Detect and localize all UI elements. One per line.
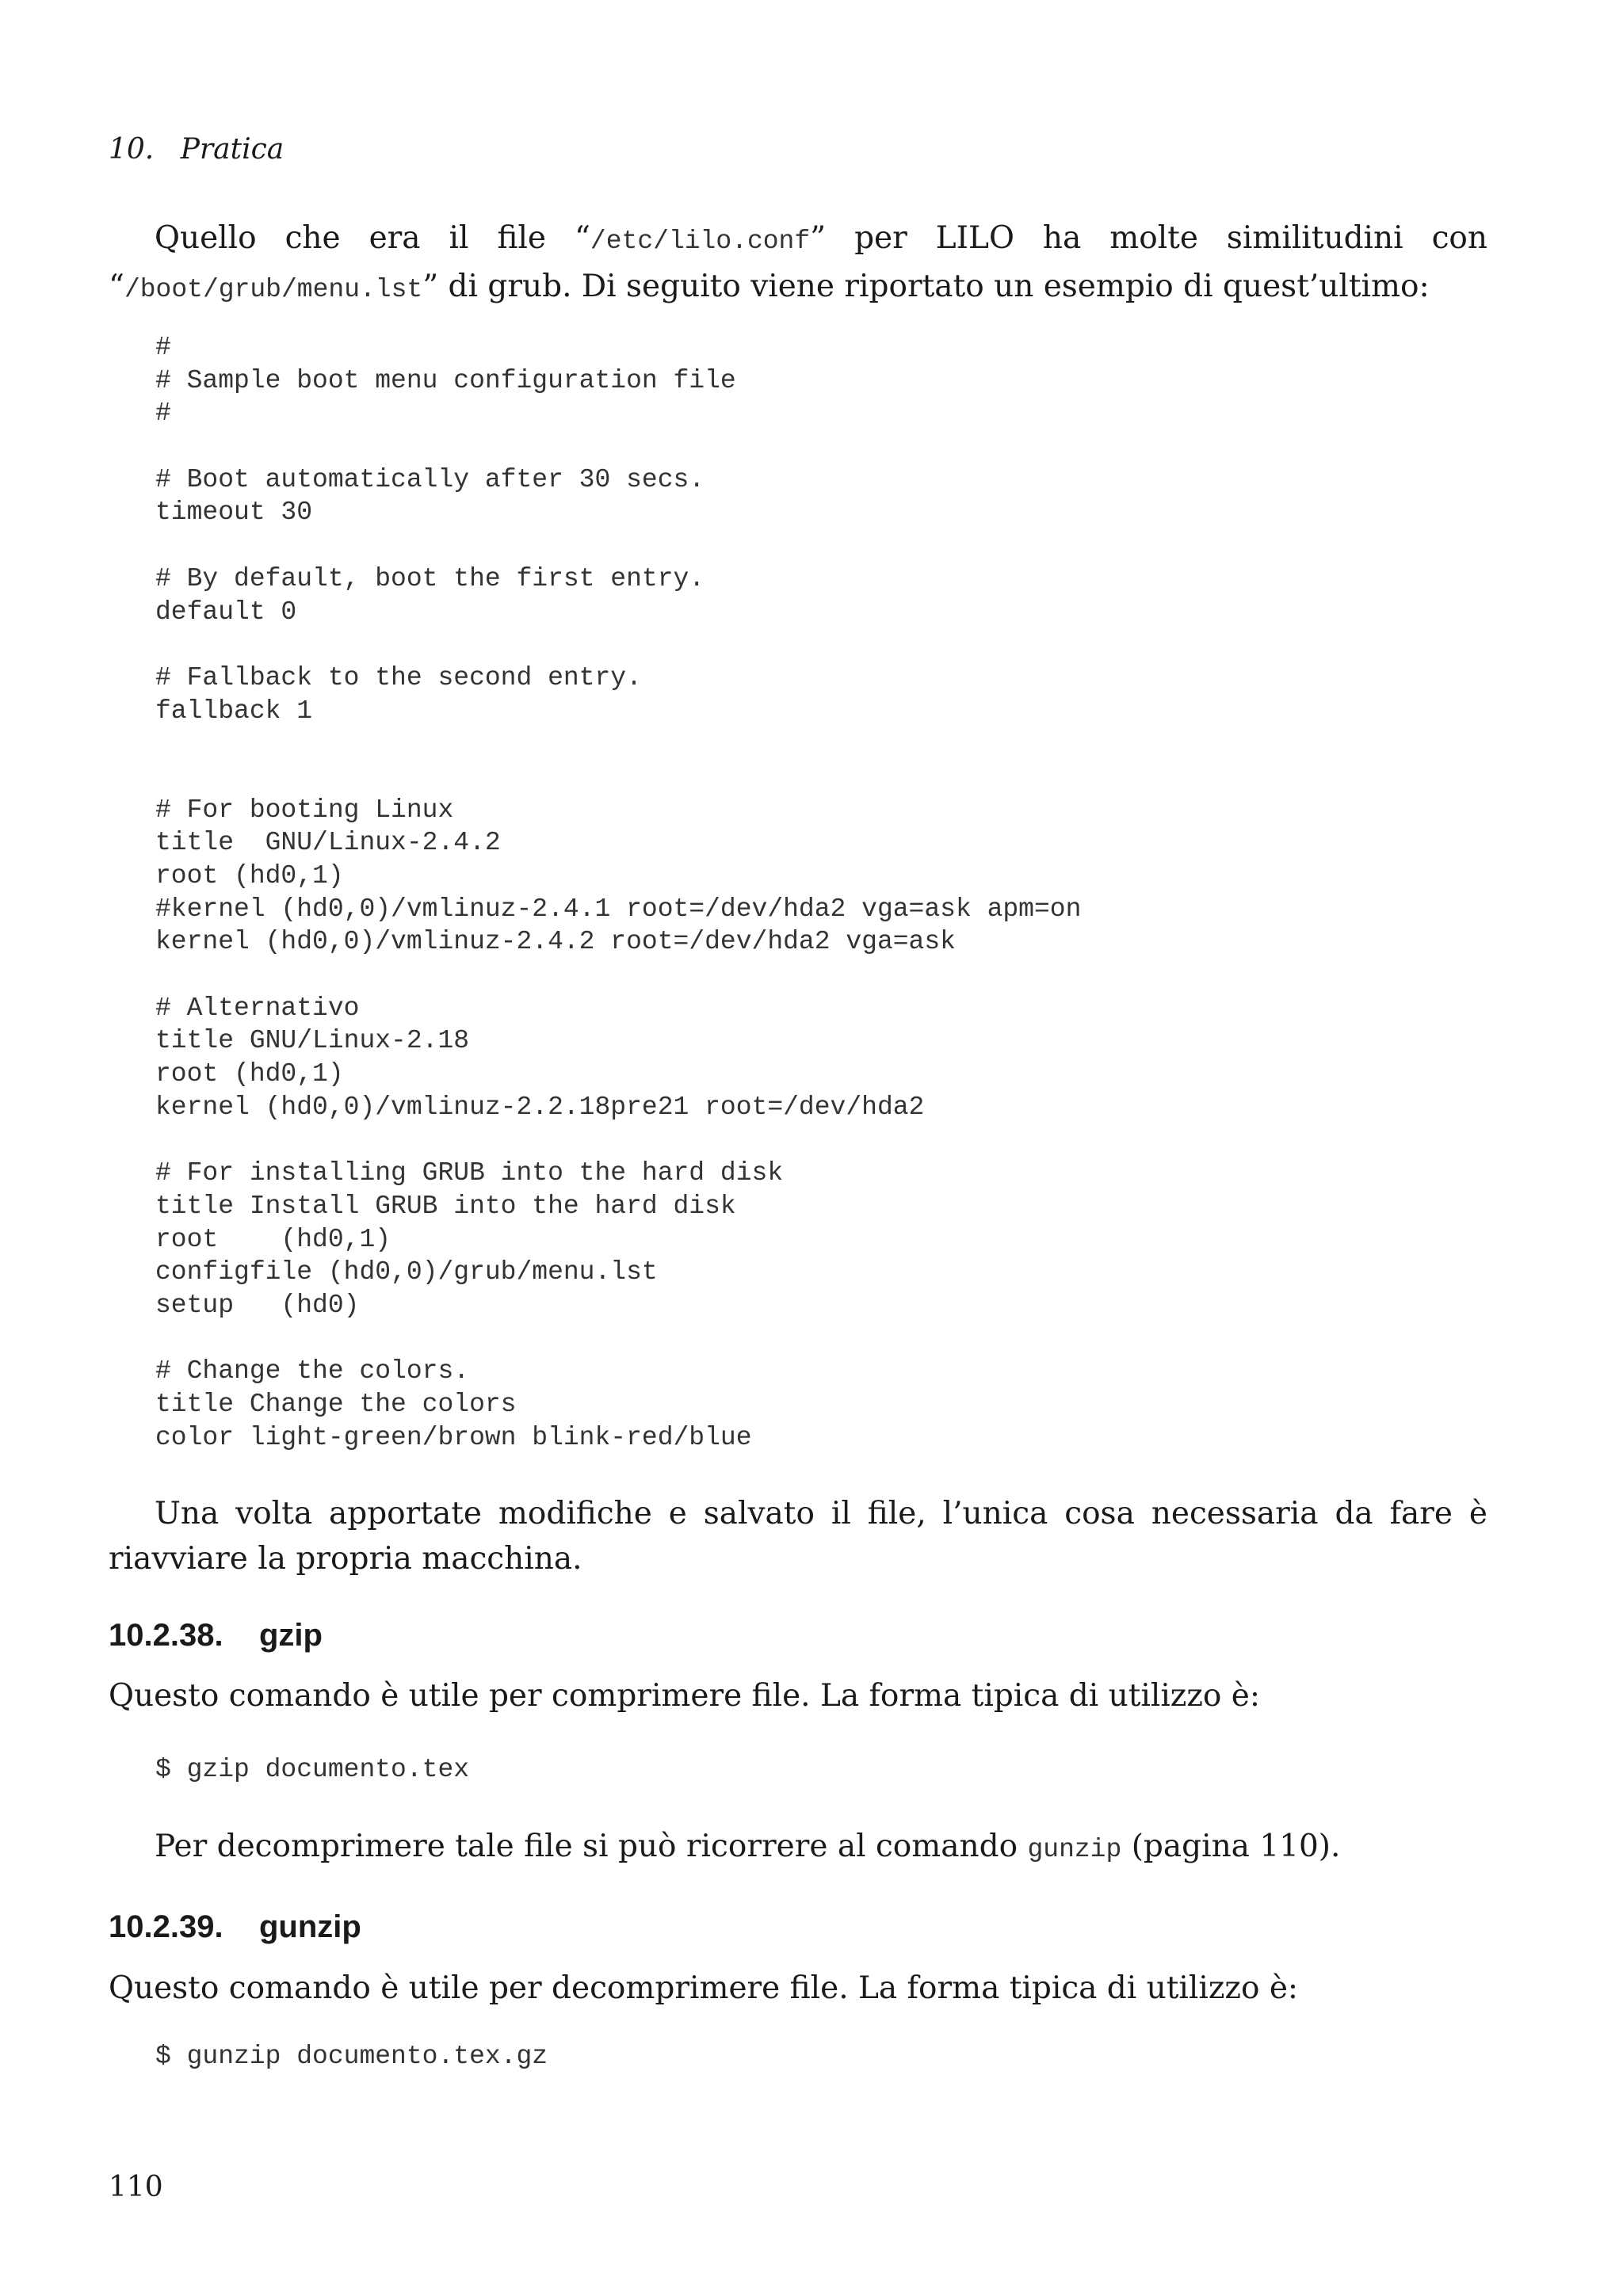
code-line: setup (hd0): [155, 1290, 360, 1320]
code-line: # Sample boot menu configuration file: [155, 365, 736, 395]
lilo-conf-path: /etc/lilo.conf: [590, 227, 811, 256]
gzip-description: Questo comando è utile per comprimere file. La forma tipica di utilizzo è:: [109, 1678, 1260, 1714]
code-line: title Install GRUB into the hard disk: [155, 1191, 736, 1221]
gunzip-command: $ gunzip documento.tex.gz: [155, 2042, 548, 2071]
chapter-number: 10.: [109, 133, 155, 166]
section-heading-gunzip: [109, 1909, 361, 1945]
chapter-title: Pratica: [180, 133, 285, 166]
intro-text-3: ” di grub. Di seguito viene riportato un esempio di quest’ultimo:: [422, 269, 1430, 304]
section-title: gunzip: [259, 1909, 361, 1944]
code-line: color light-green/brown blink-red/blue: [155, 1422, 752, 1452]
intro-paragraph: [109, 215, 1487, 312]
code-line: # Change the colors.: [155, 1356, 470, 1386]
code-line: [155, 959, 1081, 992]
reboot-text: Una volta apportate modifiche e salvato il file, l’unica cosa necessaria da fare è riavviare la propria macchina.: [109, 1496, 1487, 1577]
section-number: 10.2.39.: [109, 1909, 223, 1944]
gunzip-description: Questo comando è utile per decomprimere file. La forma tipica di utilizzo è:: [109, 1970, 1299, 2006]
code-line: [155, 1124, 1081, 1158]
code-line: #: [155, 399, 171, 429]
reboot-paragraph: [109, 1491, 1487, 1581]
code-line: #: [155, 333, 171, 362]
intro-text-2: ” per LILO ha molte similitudini con “: [109, 220, 1488, 304]
code-line: [155, 761, 1081, 794]
code-line: title Change the colors: [155, 1390, 517, 1419]
gzip-command: $ gzip documento.tex: [155, 1755, 470, 1784]
section-heading-gzip: [109, 1618, 323, 1653]
gunzip-reference-paragraph: [109, 1824, 1487, 1872]
code-line: kernel (hd0,0)/vmlinuz-2.4.2 root=/dev/hda2 vga=ask: [155, 927, 956, 957]
code-line: # Boot automatically after 30 secs.: [155, 464, 705, 494]
code-line: title GNU/Linux-2.4.2: [155, 828, 501, 858]
code-line: [155, 430, 1081, 463]
code-line: configfile (hd0,0)/grub/menu.lst: [155, 1257, 658, 1287]
code-line: title GNU/Linux-2.18: [155, 1026, 470, 1056]
code-line: # For installing GRUB into the hard disk: [155, 1158, 784, 1188]
code-line: # Fallback to the second entry.: [155, 662, 642, 692]
code-line: timeout 30: [155, 498, 313, 528]
gunzip-inline-code: gunzip: [1027, 1835, 1122, 1864]
code-line: root (hd0,1): [155, 1059, 344, 1089]
code-line: # By default, boot the first entry.: [155, 563, 705, 593]
code-line: [155, 529, 1081, 563]
running-head: [109, 133, 284, 166]
intro-text-1: Quello che era il file “: [155, 220, 590, 256]
section-title: gzip: [259, 1618, 323, 1653]
menu-lst-code-block: [155, 331, 1081, 1454]
page-number: 110: [109, 2171, 163, 2203]
code-line: fallback 1: [155, 696, 313, 726]
reference-text: Per decomprimere tale file si può ricorrere al comando: [155, 1829, 1028, 1864]
section-number: 10.2.38.: [109, 1618, 223, 1653]
code-line: root (hd0,1): [155, 1224, 391, 1254]
code-line: kernel (hd0,0)/vmlinuz-2.2.18pre21 root=/dev/hda2: [155, 1092, 925, 1122]
menu-lst-path: /boot/grub/menu.lst: [124, 275, 423, 304]
code-line: root (hd0,1): [155, 861, 344, 891]
code-line: default 0: [155, 597, 297, 627]
code-line: [155, 727, 1081, 761]
code-line: #kernel (hd0,0)/vmlinuz-2.4.1 root=/dev/hda2 vga=ask apm=on: [155, 894, 1082, 924]
code-line: # For booting Linux: [155, 795, 454, 825]
code-line: [155, 1322, 1081, 1356]
code-line: [155, 628, 1081, 662]
page-reference: (pagina 110).: [1121, 1829, 1341, 1864]
code-line: # Alternativo: [155, 993, 360, 1023]
